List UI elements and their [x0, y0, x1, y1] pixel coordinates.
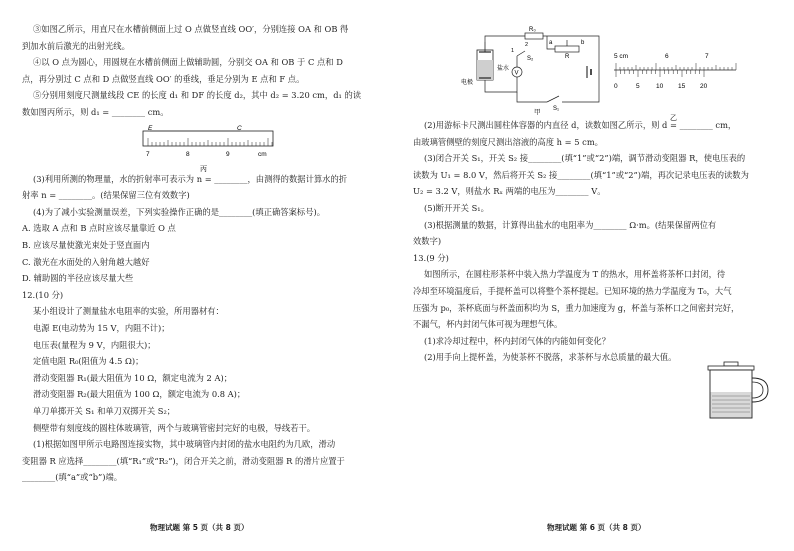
right-text-line: (2)用手向上提杯盖，为使茶杯不脱落，求茶杯与水总质量的最大值。: [424, 352, 677, 363]
left-text-line: 侧壁带有刻度线的圆柱体玻璃管，两个与玻璃管密封完好的电极，导线若干。: [33, 422, 316, 433]
vernier-label-0: 0: [614, 83, 618, 90]
left-text-line: A. 选取 A 点和 B 点时应该尽量靠近 O 点: [22, 223, 176, 234]
left-text-line: ⑤分别用刻度尺测量线段 CE 的长度 d₁ 和 DF 的长度 d₂，其中 d₂ = 3.20 cm，d₁ 的读: [33, 90, 362, 101]
right-text-line: (1)求冷却过程中，杯内封闭气体的内能如何变化？: [424, 335, 610, 346]
label-r0: R₀: [529, 27, 536, 33]
label-s1: S₁: [553, 106, 560, 112]
left-text-line: 定值电阻 R₀(阻值为 4.5 Ω)；: [33, 356, 144, 367]
left-text-line: 射率 n = ________。(结果保留三位有效数字): [22, 190, 190, 201]
left-text-line: 变阻器 R 应选择________(填“R₁”或“R₂”)，闭合开关之前，滑动变阻器 R 的滑片应置于: [22, 455, 345, 466]
label-1: 1: [511, 48, 515, 54]
left-text-line: 某小组设计了测量盐水电阻率的实验，所用器材有：: [33, 306, 224, 317]
label-saltwater: 盐水: [497, 66, 510, 72]
left-text-line: 电压表(量程为 9 V，内阻很大)；: [33, 339, 156, 350]
ruler-figure-bing: [140, 125, 280, 175]
caliper-label-7: 7: [705, 53, 709, 60]
figure-caption-jia: 甲: [534, 109, 541, 116]
ruler-label-e: E: [148, 125, 153, 132]
left-page-footer: 物理试题 第 5 页（共 8 页）: [150, 523, 249, 532]
left-text-line: ________(填“a”或“b”)端。: [22, 472, 123, 483]
right-text-line: 不漏气，杯内封闭气体可视为理想气体。: [413, 319, 563, 330]
vernier-label-10: 10: [656, 83, 664, 90]
left-text-line: C. 激光在水面处的入射角越大越好: [22, 256, 150, 267]
left-text-line: 电源 E(电动势为 15 V，内阻不计)；: [33, 323, 170, 333]
label-electrode: 电极: [461, 80, 474, 86]
right-page-footer: 物理试题 第 6 页（共 8 页）: [547, 523, 646, 532]
right-page: [397, 0, 794, 551]
left-text-line: 滑动变阻器 R₂(最大阻值为 100 Ω，额定电流为 0.8 A)；: [33, 389, 246, 400]
right-text-line: 效数字): [413, 236, 442, 247]
label-v: V: [514, 70, 519, 77]
ruler-tick-7: 7: [146, 151, 150, 158]
left-text-line: 到加水前后激光的出射光线。: [22, 40, 130, 51]
circuit-diagram-jia: [461, 27, 617, 116]
right-text-line: (5)断开开关 S₁。: [424, 203, 489, 213]
ruler-tick-8: 8: [186, 151, 190, 158]
right-text-line: 由玻璃管侧壁的刻度尺测出溶液的高度 h = 5 cm。: [413, 136, 603, 147]
left-text-line: ③如图乙所示，用直尺在水槽前侧面上过 O 点做竖直线 OO′，分别连接 OA 和 OB 得: [33, 24, 349, 34]
left-text-line: 点，再分别过 C 点和 D 点做竖直线 OO′ 的垂线，垂足分别为 E 点和 F 点。: [22, 73, 305, 84]
label-b: b: [581, 40, 585, 46]
right-text-line: (3)根据测量的数据，计算得出盐水的电阻率为________ Ω·m。(结果保留两位有: [424, 219, 717, 230]
left-text-line: 单刀单掷开关 S₁ 和单刀双掷开关 S₂；: [33, 406, 176, 416]
right-text-line: 冷却至环境温度后，手提杯盖可以将整个茶杯提起。已知环境的热力学温度为 T₀，大气: [413, 286, 732, 296]
right-text-line: 读数为 U₁ = 8.0 V，然后将开关 S₂ 接________(填“1”或“2”)端，再次记录电压表的读数为: [413, 169, 749, 180]
right-text-line: (3)闭合开关 S₁，开关 S₂ 接________(填“1”或“2”)端，调节滑动变阻器 R，使电压表的: [424, 153, 746, 164]
vernier-caliper-figure-yi: [612, 50, 742, 122]
ruler-unit: cm: [258, 151, 267, 158]
figure-caption-yi: 乙: [670, 115, 677, 122]
left-text-line: (1)根据如图甲所示电路图连接实物，其中玻璃管内封闭的盐水电阻约为几欧，滑动: [33, 439, 336, 450]
left-text-line: B. 应该尽量使激光束处于竖直面内: [22, 240, 150, 250]
left-text-line: (4)为了减小实验测量误差，下列实验操作正确的是________(填正确答案标号)。: [33, 206, 326, 217]
teacup-figure: [704, 360, 774, 424]
vernier-label-5: 5: [636, 83, 640, 90]
left-text-line: 数如图丙所示，则 d₁ = ________ cm。: [22, 107, 169, 117]
left-text-line: D. 辅助圆的半径应该尽量大些: [22, 273, 134, 284]
label-s2: S₂: [527, 56, 534, 62]
label-2: 2: [525, 42, 529, 48]
figure-caption-bing: 丙: [200, 166, 207, 173]
right-text-line: U₂ = 3.2 V，则盐水 Rₓ 两端的电压为________ V。: [413, 186, 606, 197]
left-text-line: (3)利用所测的物理量，水的折射率可表示为 n = ________，由测得的数据计算水的折: [33, 173, 348, 184]
label-a: a: [549, 40, 553, 46]
right-text-line: 13.(9 分): [413, 252, 449, 263]
left-text-line: 12.(10 分): [22, 289, 64, 300]
caliper-label-6: 6: [665, 53, 669, 60]
ruler-tick-9: 9: [226, 151, 230, 158]
caliper-label-5cm: 5 cm: [614, 53, 629, 60]
right-text-line: 如图所示，在圆柱形茶杯中装入热力学温度为 T 的热水，用杯盖将茶杯口封闭，待: [424, 269, 726, 280]
vernier-label-20: 20: [700, 83, 708, 90]
vernier-label-15: 15: [678, 83, 686, 90]
left-text-line: 滑动变阻器 R₁(最大阻值为 10 Ω，额定电流为 2 A)；: [33, 372, 232, 383]
left-text-line: ④以 O 点为圆心，用圆规在水槽前侧面上做辅助圆，分别交 OA 和 OB 于 C 点和 D: [33, 57, 343, 68]
ruler-label-c: C: [237, 125, 242, 132]
right-text-line: 压强为 p₀，茶杯底面与杯盖面积均为 S，重力加速度为 g，杯盖与茶杯口之间密封完好，: [413, 302, 740, 313]
right-text-line: (2)用游标卡尺测出圆柱体容器的内直径 d，读数如图乙所示，则 d = ________ cm，: [424, 120, 737, 130]
label-r: R: [565, 54, 570, 60]
